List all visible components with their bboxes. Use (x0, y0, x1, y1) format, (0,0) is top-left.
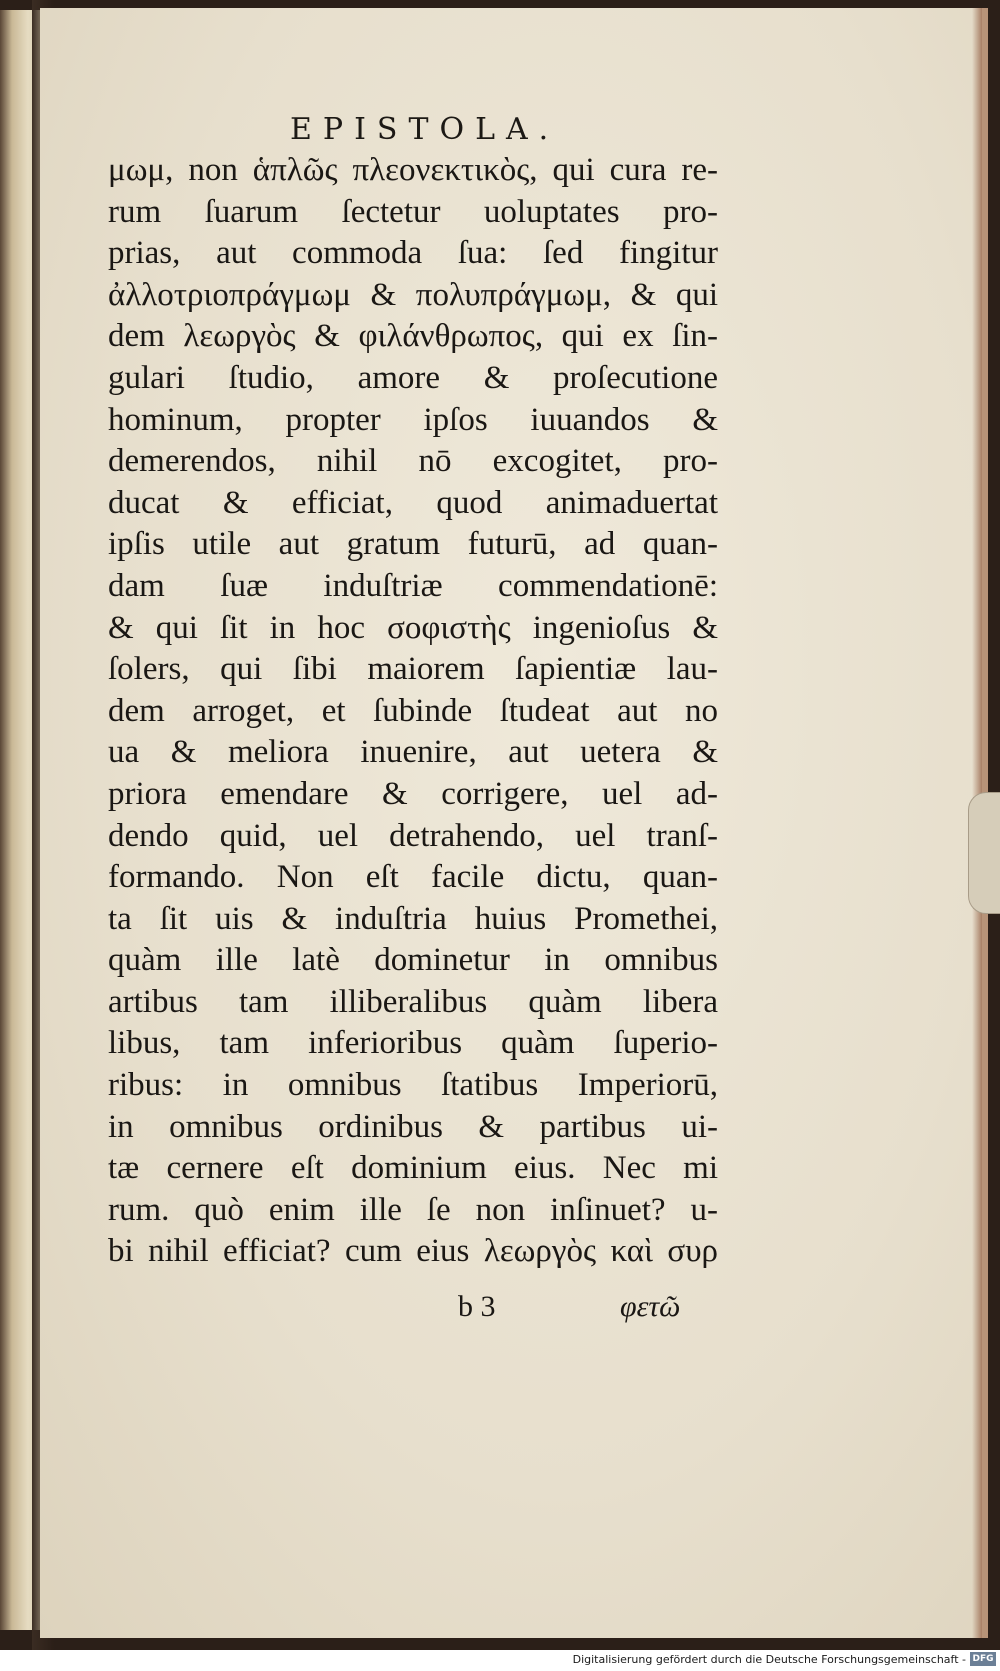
digitization-credit: Digitalisierung gefördert durch die Deutsche Forschungsgemeinschaft - (572, 1653, 966, 1666)
text-line: libus, tam inferioribus quàm ſuperio- (108, 1025, 718, 1062)
text-line: rum ſuarum ſectetur uoluptates pro- (108, 193, 718, 230)
text-line: gulari ſtudio, amore & proſecutione (108, 359, 718, 396)
text-line: ua & meliora inuenire, aut uetera & (108, 734, 718, 771)
text-line: & qui ſit in hoc σοφιστὴς ingenioſus & (108, 609, 718, 646)
text-line: ducat & efficiat, quod animaduertat (108, 484, 718, 521)
catchword: φετῶ (620, 1290, 681, 1323)
text-line: formando. Non eſt facile dictu, quan- (108, 859, 718, 896)
text-line: dem λεωργὸς & φιλάνθρωπος, qui ex ſin- (108, 318, 718, 355)
text-line: prias, aut commoda ſua: ſed fingitur (108, 235, 718, 272)
dfg-logo: DFG (970, 1652, 996, 1666)
text-line: tæ cernere eſt dominium eius. Nec mi (108, 1150, 718, 1187)
text-line: demerendos, nihil nō excogitet, pro- (108, 443, 718, 480)
text-line: ἀλλοτριοπράγμωμ & πολυπράγμωμ, & qui (108, 276, 718, 313)
text-line: ſolers, qui ſibi maiorem ſapientiæ lau- (108, 651, 718, 688)
page-tab (968, 792, 1000, 914)
text-line: dam ſuæ induſtriæ commendationē: (108, 567, 718, 604)
text-line: quàm ille latè dominetur in omnibus (108, 942, 718, 979)
text-line: priora emendare & corrigere, uel ad- (108, 775, 718, 812)
text-line: ipſis utile aut gratum futurū, ad quan- (108, 526, 718, 563)
text-line: ribus: in omnibus ſtatibus Imperiorū, (108, 1067, 718, 1104)
text-line: ta ſit uis & induſtria huius Promethei, (108, 900, 718, 937)
text-line: in omnibus ordinibus & partibus ui- (108, 1108, 718, 1145)
text-line: dem arroget, et ſubinde ſtudeat aut no (108, 692, 718, 729)
text-line: rum. quò enim ille ſe non inſinuet? u- (108, 1191, 718, 1228)
text-line: μωμ, non ἁπλῶς πλεονεκτικὸς, qui cura re- (108, 152, 718, 188)
text-line: artibus tam illiberalibus quàm libera (108, 983, 718, 1020)
signature-mark: b 3 (458, 1290, 496, 1323)
text-line: bi nihil efficiat? cum eius λεωργὸς καὶ συρ (108, 1233, 718, 1270)
text-line: hominum, propter ipſos iuuandos & (108, 401, 718, 438)
page-header: EPISTOLA. (290, 112, 560, 147)
text-line: dendo quid, uel detrahendo, uel tranſ- (108, 817, 718, 854)
body-text (108, 150, 718, 1273)
